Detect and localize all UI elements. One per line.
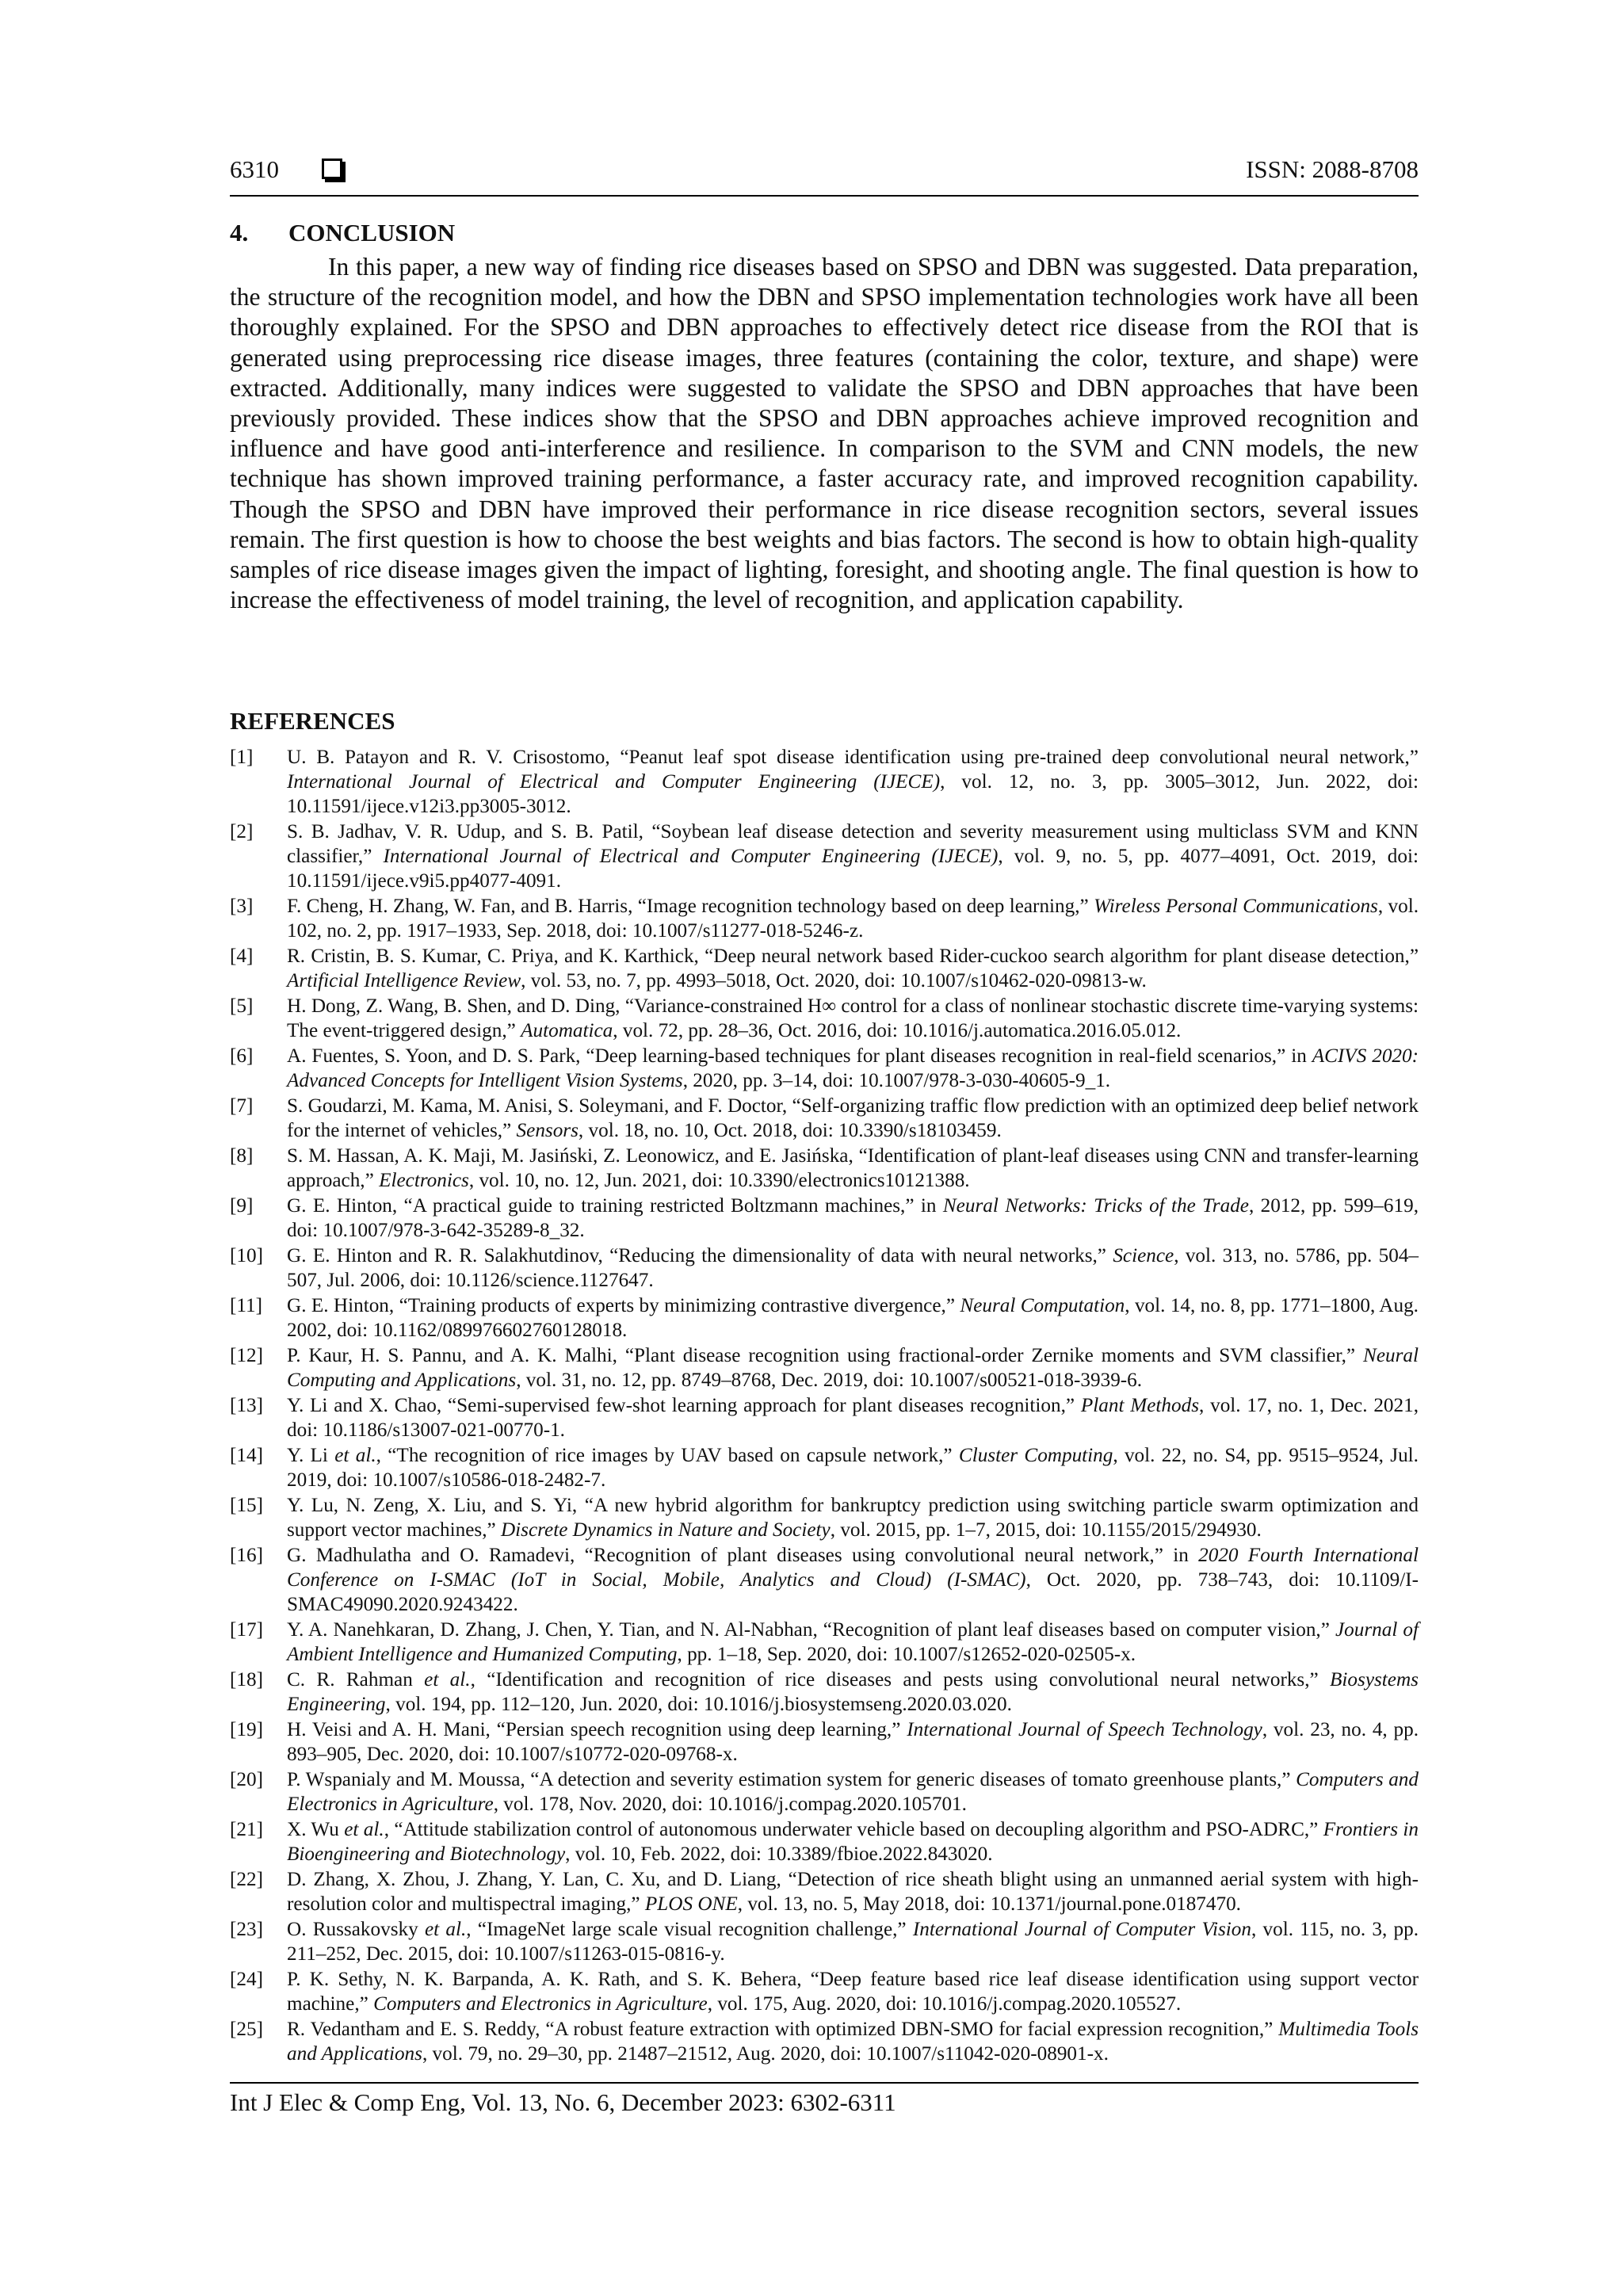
reference-number: [2] — [230, 821, 254, 842]
reference-text — [287, 994, 1419, 1043]
reference-text — [287, 1867, 1419, 1916]
reference-number: [3] — [230, 896, 254, 917]
reference-number: [14] — [230, 1445, 263, 1466]
reference-segment: , vol. 2015, pp. 1–7, 2015, doi: 10.1155/2015/294930. — [830, 1519, 1262, 1541]
reference-segment: , vol. 10, Feb. 2022, doi: 10.3389/fbioe.2022.843020. — [565, 1843, 993, 1865]
reference-segment: , vol. 13, no. 5, May 2018, doi: 10.1371/journal.pone.0187470. — [737, 1893, 1241, 1915]
reference-venue: Cluster Computing — [958, 1445, 1113, 1466]
reference-segment: , vol. 23, no. 4, pp. 893–905, Dec. 2020, doi: 10.1007/s10772-020-09768-x. — [287, 1719, 1419, 1765]
reference-segment: F. Cheng, H. Zhang, W. Fan, and B. Harris, “Image recognition technology based on deep learning,” — [287, 896, 1094, 917]
reference-segment: , vol. 79, no. 29–30, pp. 21487–21512, Aug. 2020, doi: 10.1007/s11042-020-08901-x. — [422, 2043, 1109, 2065]
reference-segment: , vol. 22, no. S4, pp. 9515–9524, Jul. 2019, doi: 10.1007/s10586-018-2482-7. — [287, 1445, 1419, 1491]
reference-item — [230, 1618, 1419, 1667]
reference-text — [287, 1293, 1419, 1343]
references-heading: REFERENCES — [230, 707, 395, 735]
reference-number: [10] — [230, 1245, 263, 1266]
reference-text — [287, 1144, 1419, 1193]
reference-item — [230, 1293, 1419, 1343]
reference-item — [230, 1094, 1419, 1143]
reference-item — [230, 1044, 1419, 1093]
reference-et-al: et al. — [334, 1445, 376, 1466]
reference-venue: Multimedia Tools and Applications — [287, 2019, 1419, 2065]
reference-text — [287, 1393, 1419, 1442]
reference-venue: Wireless Personal Communications — [1094, 896, 1378, 917]
reference-venue: International Journal of Electrical and Computer Engineering (IJECE) — [287, 771, 941, 793]
reference-item — [230, 1668, 1419, 1717]
reference-number: [11] — [230, 1295, 263, 1316]
reference-text — [287, 1094, 1419, 1143]
reference-text — [287, 1044, 1419, 1093]
page-number: 6310 — [230, 155, 279, 183]
reference-venue: Automatica — [521, 1020, 613, 1041]
reference-number: [19] — [230, 1719, 263, 1740]
references-list — [230, 745, 1419, 2067]
reference-item — [230, 1194, 1419, 1243]
reference-item — [230, 1443, 1419, 1492]
reference-venue: Electronics — [379, 1170, 469, 1191]
reference-item — [230, 894, 1419, 943]
reference-segment: U. B. Patayon and R. V. Crisostomo, “Peanut leaf spot disease identification using pre-trained deep convolutional neural network,” — [287, 747, 1419, 768]
reference-text — [287, 1668, 1419, 1717]
reference-segment: , vol. 10, no. 12, Jun. 2021, doi: 10.3390/electronics10121388. — [468, 1170, 970, 1191]
reference-segment: G. E. Hinton, “Training products of experts by minimizing contrastive divergence,” — [287, 1295, 960, 1316]
reference-segment: R. Cristin, B. S. Kumar, C. Priya, and K. Karthick, “Deep neural network based Rider-cuckoo search algorithm for plant disease detection,” — [287, 946, 1419, 967]
reference-segment: S. M. Hassan, A. K. Maji, M. Jasiński, Z. Leonowicz, and E. Jasińska, “Identification of plant-leaf diseases using CNN and transfer-learning approach,” — [287, 1145, 1419, 1191]
reference-segment: , 2012, pp. 599–619, doi: 10.1007/978-3-642-35289-8_32. — [287, 1195, 1419, 1241]
reference-number: [13] — [230, 1395, 263, 1416]
reference-number: [25] — [230, 2019, 263, 2040]
reference-segment: S. B. Jadhav, V. R. Udup, and S. B. Patil, “Soybean leaf disease detection and severity measurement using multiclass SVM and KNN classifier,” — [287, 821, 1419, 867]
reference-number: [5] — [230, 995, 254, 1017]
reference-item — [230, 1393, 1419, 1442]
reference-text — [287, 1543, 1419, 1617]
reference-number: [20] — [230, 1769, 263, 1790]
reference-text — [287, 944, 1419, 993]
reference-text — [287, 1194, 1419, 1243]
section-title: CONCLUSION — [288, 219, 456, 246]
reference-number: [17] — [230, 1619, 263, 1641]
reference-number: [15] — [230, 1495, 263, 1516]
reference-segment: O. Russakovsky — [287, 1919, 425, 1940]
reference-number: [21] — [230, 1819, 263, 1840]
reference-text — [287, 1817, 1419, 1866]
reference-item — [230, 1244, 1419, 1293]
reference-segment: , “Attitude stabilization control of autonomous underwater vehicle based on decoupling algorithm and PSO-ADRC,” — [384, 1819, 1323, 1840]
reference-venue: Computers and Electronics in Agriculture — [287, 1769, 1419, 1815]
reference-item — [230, 745, 1419, 819]
reference-segment: , Oct. 2020, pp. 738–743, doi: 10.1109/I-SMAC49090.2020.9243422. — [287, 1569, 1419, 1615]
reference-text — [287, 1717, 1419, 1767]
reference-text — [287, 894, 1419, 943]
reference-venue: Journal of Ambient Intelligence and Humanized Computing — [287, 1619, 1419, 1665]
checkbox-square-icon — [322, 159, 342, 179]
reference-segment: S. Goudarzi, M. Kama, M. Anisi, S. Soleymani, and F. Doctor, “Self-organizing traffic flow prediction with an optimized deep belief network for the internet of vehicles,” — [287, 1095, 1419, 1141]
reference-segment: , vol. 53, no. 7, pp. 4993–5018, Oct. 2020, doi: 10.1007/s10462-020-09813-w. — [521, 970, 1147, 991]
reference-item — [230, 994, 1419, 1043]
reference-segment: , vol. 12, no. 3, pp. 3005–3012, Jun. 2022, doi: 10.11591/ijece.v12i3.pp3005-3012. — [287, 771, 1419, 817]
reference-segment: P. Wspanialy and M. Moussa, “A detection and severity estimation system for generic diseases of tomato greenhouse plants,” — [287, 1769, 1296, 1790]
reference-segment: , vol. 18, no. 10, Oct. 2018, doi: 10.3390/s18103459. — [578, 1120, 1002, 1141]
reference-segment: G. E. Hinton, “A practical guide to training restricted Boltzmann machines,” in — [287, 1195, 943, 1217]
reference-number: [1] — [230, 747, 254, 768]
reference-venue: 2020 Fourth International Conference on I-SMAC (IoT in Social, Mobile, Analytics and Cloud) (I-SMAC) — [287, 1545, 1419, 1591]
reference-number: [12] — [230, 1345, 263, 1366]
reference-number: [9] — [230, 1195, 254, 1217]
reference-segment: Y. Li and X. Chao, “Semi-supervised few-shot learning approach for plant diseases recognition,” — [287, 1395, 1081, 1416]
reference-number: [8] — [230, 1145, 254, 1167]
reference-item — [230, 1144, 1419, 1193]
reference-segment: X. Wu — [287, 1819, 345, 1840]
reference-venue: Computers and Electronics in Agriculture — [373, 1993, 708, 2015]
reference-segment: H. Veisi and A. H. Mani, “Persian speech recognition using deep learning,” — [287, 1719, 907, 1740]
reference-text — [287, 1244, 1419, 1293]
reference-segment: , “ImageNet large scale visual recognition challenge,” — [466, 1919, 913, 1940]
reference-item — [230, 1917, 1419, 1966]
reference-venue: Artificial Intelligence Review — [287, 970, 521, 991]
reference-item — [230, 1717, 1419, 1767]
reference-segment: , vol. 31, no. 12, pp. 8749–8768, Dec. 2019, doi: 10.1007/s00521-018-3939-6. — [516, 1370, 1143, 1391]
reference-text — [287, 1618, 1419, 1667]
page-footer: Int J Elec & Comp Eng, Vol. 13, No. 6, December 2023: 6302-6311 — [230, 2082, 1419, 2117]
reference-text — [287, 1343, 1419, 1392]
reference-segment: , vol. 194, pp. 112–120, Jun. 2020, doi: 10.1016/j.biosystemseng.2020.03.020. — [385, 1694, 1012, 1715]
reference-text — [287, 1917, 1419, 1966]
reference-text — [287, 819, 1419, 893]
reference-venue: Science — [1113, 1245, 1174, 1266]
reference-text — [287, 1443, 1419, 1492]
reference-venue: Discrete Dynamics in Nature and Society — [500, 1519, 831, 1541]
reference-segment: P. Kaur, H. S. Pannu, and A. K. Malhi, “Plant disease recognition using fractional-order Zernike moments and SVM classifier,” — [287, 1345, 1364, 1366]
reference-segment: D. Zhang, X. Zhou, J. Zhang, Y. Lan, C. Xu, and D. Liang, “Detection of rice sheath blight using an unmanned aerial system with high-resolution color and multispectral imaging,” — [287, 1869, 1419, 1915]
reference-item — [230, 1343, 1419, 1392]
reference-item — [230, 2017, 1419, 2066]
issn-label: ISSN: 2088-8708 — [1246, 155, 1419, 183]
reference-venue: International Journal of Speech Technology — [907, 1719, 1262, 1740]
reference-segment: H. Dong, Z. Wang, B. Shen, and D. Ding, “Variance-constrained H∞ control for a class of nonlinear stochastic discrete time-varying systems: The event-triggered design,” — [287, 995, 1419, 1041]
page-header — [230, 155, 1419, 197]
reference-text — [287, 1493, 1419, 1542]
reference-et-al: et al. — [424, 1919, 467, 1940]
reference-segment: G. Madhulatha and O. Ramadevi, “Recognition of plant diseases using convolutional neural network,” in — [287, 1545, 1199, 1566]
reference-segment: , vol. 9, no. 5, pp. 4077–4091, Oct. 2019, doi: 10.11591/ijece.v9i5.pp4077-4091. — [287, 846, 1419, 892]
reference-et-al: et al. — [424, 1669, 471, 1690]
reference-segment: Y. A. Nanehkaran, D. Zhang, J. Chen, Y. Tian, and N. Al-Nabhan, “Recognition of plant leaf diseases based on computer vision,” — [287, 1619, 1335, 1641]
reference-segment: , vol. 178, Nov. 2020, doi: 10.1016/j.compag.2020.105701. — [493, 1794, 967, 1815]
reference-segment: P. K. Sethy, N. K. Barpanda, A. K. Rath, and S. K. Behera, “Deep feature based rice leaf disease identification using support vector machine,” — [287, 1969, 1419, 2015]
reference-number: [4] — [230, 946, 254, 967]
reference-number: [16] — [230, 1545, 263, 1566]
reference-item — [230, 1967, 1419, 2016]
reference-segment: , vol. 313, no. 5786, pp. 504–507, Jul. 2006, doi: 10.1126/science.1127647. — [287, 1245, 1419, 1291]
reference-venue: Frontiers in Bioengineering and Biotechnology — [287, 1819, 1419, 1865]
reference-segment: , 2020, pp. 3–14, doi: 10.1007/978-3-030-40605-9_1. — [682, 1070, 1111, 1091]
reference-number: [7] — [230, 1095, 254, 1117]
reference-segment: C. R. Rahman — [287, 1669, 425, 1690]
reference-segment: , vol. 115, no. 3, pp. 211–252, Dec. 2015, doi: 10.1007/s11263-015-0816-y. — [287, 1919, 1419, 1965]
reference-number: [6] — [230, 1045, 254, 1067]
reference-segment: , vol. 102, no. 2, pp. 1917–1933, Sep. 2018, doi: 10.1007/s11277-018-5246-z. — [287, 896, 1419, 942]
reference-text — [287, 1967, 1419, 2016]
reference-venue: PLOS ONE — [644, 1893, 738, 1915]
reference-segment: R. Vedantham and E. S. Reddy, “A robust feature extraction with optimized DBN-SMO for facial expression recognition,” — [287, 2019, 1279, 2040]
reference-item — [230, 1493, 1419, 1542]
reference-segment: A. Fuentes, S. Yoon, and D. S. Park, “Deep learning-based techniques for plant diseases recognition in real-field scenarios,” in — [287, 1045, 1312, 1067]
reference-item — [230, 944, 1419, 993]
reference-et-al: et al. — [344, 1819, 384, 1840]
reference-segment: , “The recognition of rice images by UAV based on capsule network,” — [376, 1445, 959, 1466]
reference-number: [23] — [230, 1919, 263, 1940]
reference-number: [22] — [230, 1869, 263, 1890]
reference-venue: International Journal of Electrical and Computer Engineering (IJECE) — [383, 846, 999, 867]
reference-item — [230, 1817, 1419, 1866]
reference-item — [230, 1767, 1419, 1817]
reference-segment: , vol. 17, no. 1, Dec. 2021, doi: 10.1186/s13007-021-00770-1. — [287, 1395, 1419, 1441]
reference-item — [230, 1867, 1419, 1916]
reference-number: [24] — [230, 1969, 263, 1990]
reference-venue: Sensors — [516, 1120, 579, 1141]
reference-segment: , vol. 14, no. 8, pp. 1771–1800, Aug. 2002, doi: 10.1162/089976602760128018. — [287, 1295, 1419, 1341]
reference-segment: , vol. 72, pp. 28–36, Oct. 2016, doi: 10.1016/j.automatica.2016.05.012. — [613, 1020, 1182, 1041]
reference-venue: Neural Computation — [960, 1295, 1125, 1316]
reference-segment: , vol. 175, Aug. 2020, doi: 10.1016/j.compag.2020.105527. — [707, 1993, 1182, 2015]
reference-number: [18] — [230, 1669, 263, 1690]
reference-venue: Neural Computing and Applications — [287, 1345, 1419, 1391]
reference-venue: ACIVS 2020: Advanced Concepts for Intelligent Vision Systems — [287, 1045, 1419, 1091]
reference-text — [287, 745, 1419, 819]
reference-venue: International Journal of Computer Vision — [912, 1919, 1251, 1940]
reference-segment: G. E. Hinton and R. R. Salakhutdinov, “Reducing the dimensionality of data with neural networks,” — [287, 1245, 1113, 1266]
reference-segment: , “Identification and recognition of rice diseases and pests using convolutional neural networks,” — [470, 1669, 1331, 1690]
reference-text — [287, 2017, 1419, 2066]
section-heading — [230, 219, 455, 247]
reference-segment: , pp. 1–18, Sep. 2020, doi: 10.1007/s12652-020-02505-x. — [677, 1644, 1136, 1665]
reference-segment: Y. Lu, N. Zeng, X. Liu, and S. Yi, “A new hybrid algorithm for bankruptcy prediction using switching particle swarm optimization and support vector machines,” — [287, 1495, 1419, 1541]
reference-item — [230, 1543, 1419, 1617]
section-number: 4. — [230, 219, 249, 246]
reference-item — [230, 819, 1419, 893]
reference-venue: Neural Networks: Tricks of the Trade — [942, 1195, 1249, 1217]
reference-venue: Plant Methods — [1080, 1395, 1200, 1416]
reference-text — [287, 1767, 1419, 1817]
reference-venue: Biosystems Engineering — [287, 1669, 1419, 1715]
reference-segment: Y. Li — [287, 1445, 335, 1466]
conclusion-paragraph: In this paper, a new way of finding rice diseases based on SPSO and DBN was suggested. Data preparation, the structure of the recognition model, and how the DBN and SPSO implementation technologies work have all been thoroughly explained. For the SPSO and DBN approaches to effectively detect rice disease from the ROI that is generated using preprocessing rice disease images, three features (containing the color, texture, and shape) were extracted. Additionally, many indices were suggested to validate the SPSO and DBN approaches that have been previously provided. These indices show that the SPSO and DBN approaches achieve improved recognition and influence and have good anti-interference and resilience. In comparison to the SVM and CNN models, the new technique has shown improved training performance, a faster accuracy rate, and improved recognition capability. Though the SPSO and DBN have improved their performance in rice disease recognition sectors, several issues remain. The first question is how to choose the best weights and bias factors. The second is how to obtain high-quality samples of rice disease images given the impact of lighting, foresight, and shooting angle. The final question is how to increase the effectiveness of model training, the level of recognition, and application capability. — [230, 253, 1419, 614]
